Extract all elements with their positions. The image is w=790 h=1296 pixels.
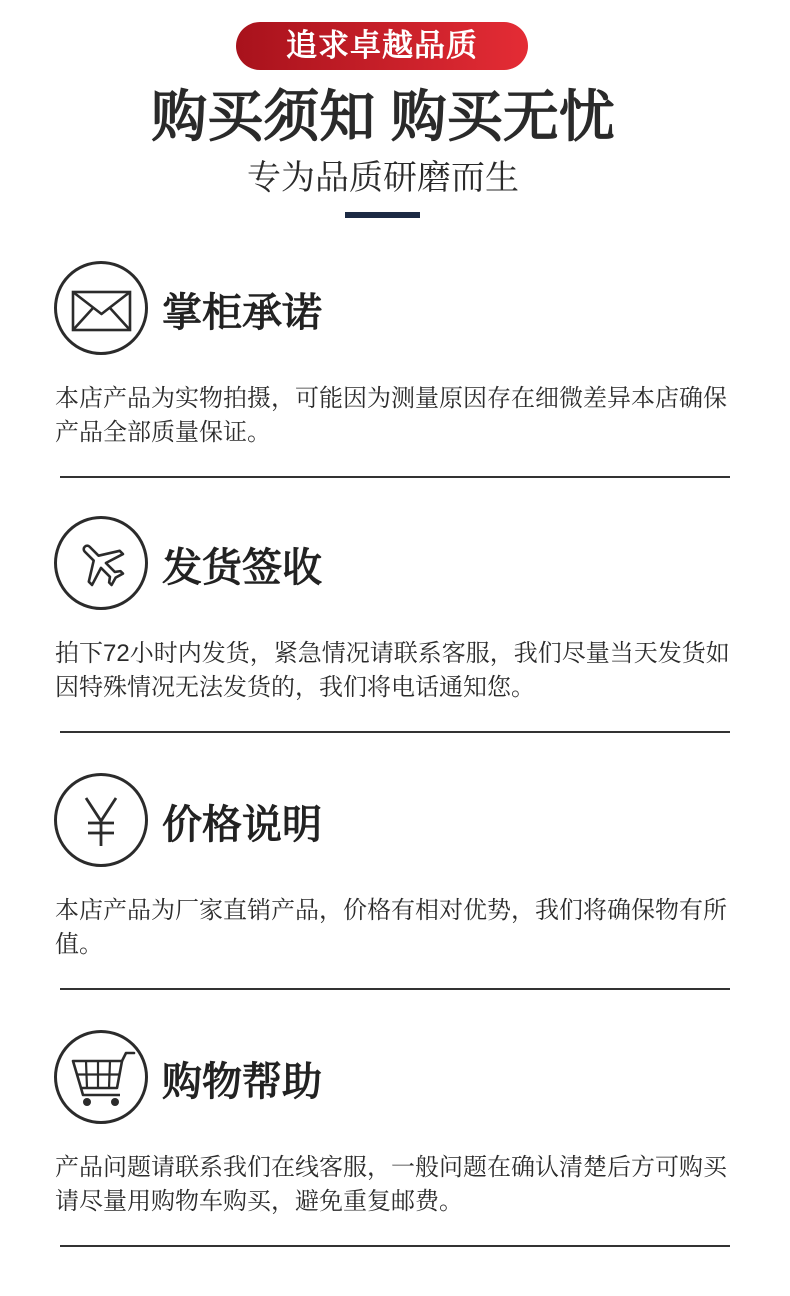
header: [0, 0, 766, 230]
section-divider: [60, 476, 730, 478]
body-line: 请尽量用购物车购买，避免重复邮费。: [55, 1188, 463, 1215]
page-subtitle: 专为品质研磨而生: [247, 159, 519, 197]
page-title: 购买须知 购买无忧: [151, 85, 615, 148]
section-body: [55, 382, 727, 450]
section-body: [55, 637, 730, 705]
quality-badge: 追求卓越品质: [236, 22, 528, 70]
notice-section-promise: [0, 255, 790, 495]
notice-section-price: [0, 767, 790, 1007]
section-heading: 价格说明: [162, 803, 322, 847]
body-line: 值。: [55, 931, 103, 958]
section-divider: [60, 731, 730, 733]
icon-ring: [56, 263, 147, 354]
envelope-icon: [54, 261, 148, 355]
section-divider: [60, 988, 730, 990]
accent-bar: [345, 212, 420, 218]
icon-ring: [56, 1032, 147, 1123]
section-divider: [60, 1245, 730, 1247]
body-line: 因特殊情况无法发货的，我们将电话通知您。: [55, 674, 535, 701]
icon-ring: [56, 518, 147, 609]
body-line: 拍下72小时内发货，紧急情况请联系客服，我们尽量当天发货如: [55, 640, 730, 667]
body-line: 本店产品为厂家直销产品，价格有相对优势，我们将确保物有所: [55, 897, 727, 924]
shopping-cart-icon: [54, 1030, 148, 1124]
section-body: [55, 894, 727, 962]
notice-section-shipping: [0, 510, 790, 750]
section-heading: 购物帮助: [162, 1060, 322, 1104]
section-body: [55, 1151, 727, 1219]
notice-section-help: [0, 1024, 790, 1264]
body-line: 本店产品为实物拍摄，可能因为测量原因存在细微差异本店确保: [55, 385, 727, 412]
yen-icon: [54, 773, 148, 867]
body-line: 产品全部质量保证。: [55, 419, 271, 446]
section-heading: 掌柜承诺: [162, 291, 322, 335]
section-heading: 发货签收: [162, 546, 322, 590]
body-line: 产品问题请联系我们在线客服，一般问题在确认清楚后方可购买: [55, 1154, 727, 1181]
airplane-icon: [54, 516, 148, 610]
